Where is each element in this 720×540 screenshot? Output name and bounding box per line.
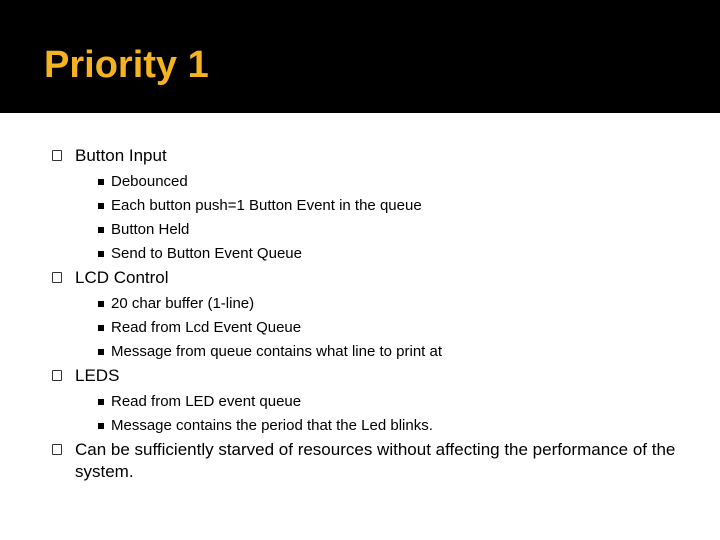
bullet-list — [52, 145, 682, 483]
sub-bullet-label: Debounced — [111, 173, 188, 190]
checkbox-bullet-icon — [52, 370, 62, 381]
bullet-label: LEDS — [75, 366, 120, 385]
checkbox-bullet-icon — [52, 444, 62, 455]
square-bullet-icon — [98, 301, 104, 307]
sub-bullet-label: Message from queue contains what line to print at — [111, 343, 443, 360]
bullet-item — [52, 439, 682, 483]
sub-bullet-item — [98, 242, 682, 266]
sub-bullet-label: Read from Lcd Event Queue — [111, 319, 302, 336]
sub-bullet-item — [98, 194, 682, 218]
checkbox-bullet-icon — [52, 150, 62, 161]
slide-title: Priority 1 — [44, 44, 209, 86]
sub-bullet-label: 20 char buffer (1-line) — [111, 295, 255, 312]
sub-bullet-label: Read from LED event queue — [111, 393, 302, 410]
bullet-label: Button Input — [75, 146, 167, 165]
sub-bullet-item — [98, 414, 682, 438]
square-bullet-icon — [98, 325, 104, 331]
sub-bullet-label: Send to Button Event Queue — [111, 245, 302, 262]
sub-bullet-label: Message contains the period that the Led blinks. — [111, 417, 433, 434]
sub-bullet-item — [98, 340, 682, 364]
sub-bullet-label: Each button push=1 Button Event in the queue — [111, 197, 422, 214]
title-bar — [0, 0, 720, 113]
sub-bullet-item — [98, 170, 682, 194]
sub-bullet-item — [98, 292, 682, 316]
bullet-label: Can be sufficiently starved of resources without affecting the performance of the system. — [75, 440, 676, 481]
square-bullet-icon — [98, 423, 104, 429]
square-bullet-icon — [98, 227, 104, 233]
square-bullet-icon — [98, 399, 104, 405]
sub-bullet-label: Button Held — [111, 221, 190, 238]
bullet-item — [52, 145, 682, 167]
sub-bullet-item — [98, 390, 682, 414]
square-bullet-icon — [98, 179, 104, 185]
sub-bullet-list — [52, 292, 682, 364]
sub-bullet-list — [52, 390, 682, 438]
bullet-item — [52, 365, 682, 387]
square-bullet-icon — [98, 251, 104, 257]
bullet-item — [52, 267, 682, 289]
sub-bullet-list — [52, 170, 682, 266]
bullet-label: LCD Control — [75, 268, 169, 287]
sub-bullet-item — [98, 218, 682, 242]
square-bullet-icon — [98, 203, 104, 209]
square-bullet-icon — [98, 349, 104, 355]
checkbox-bullet-icon — [52, 272, 62, 283]
sub-bullet-item — [98, 316, 682, 340]
